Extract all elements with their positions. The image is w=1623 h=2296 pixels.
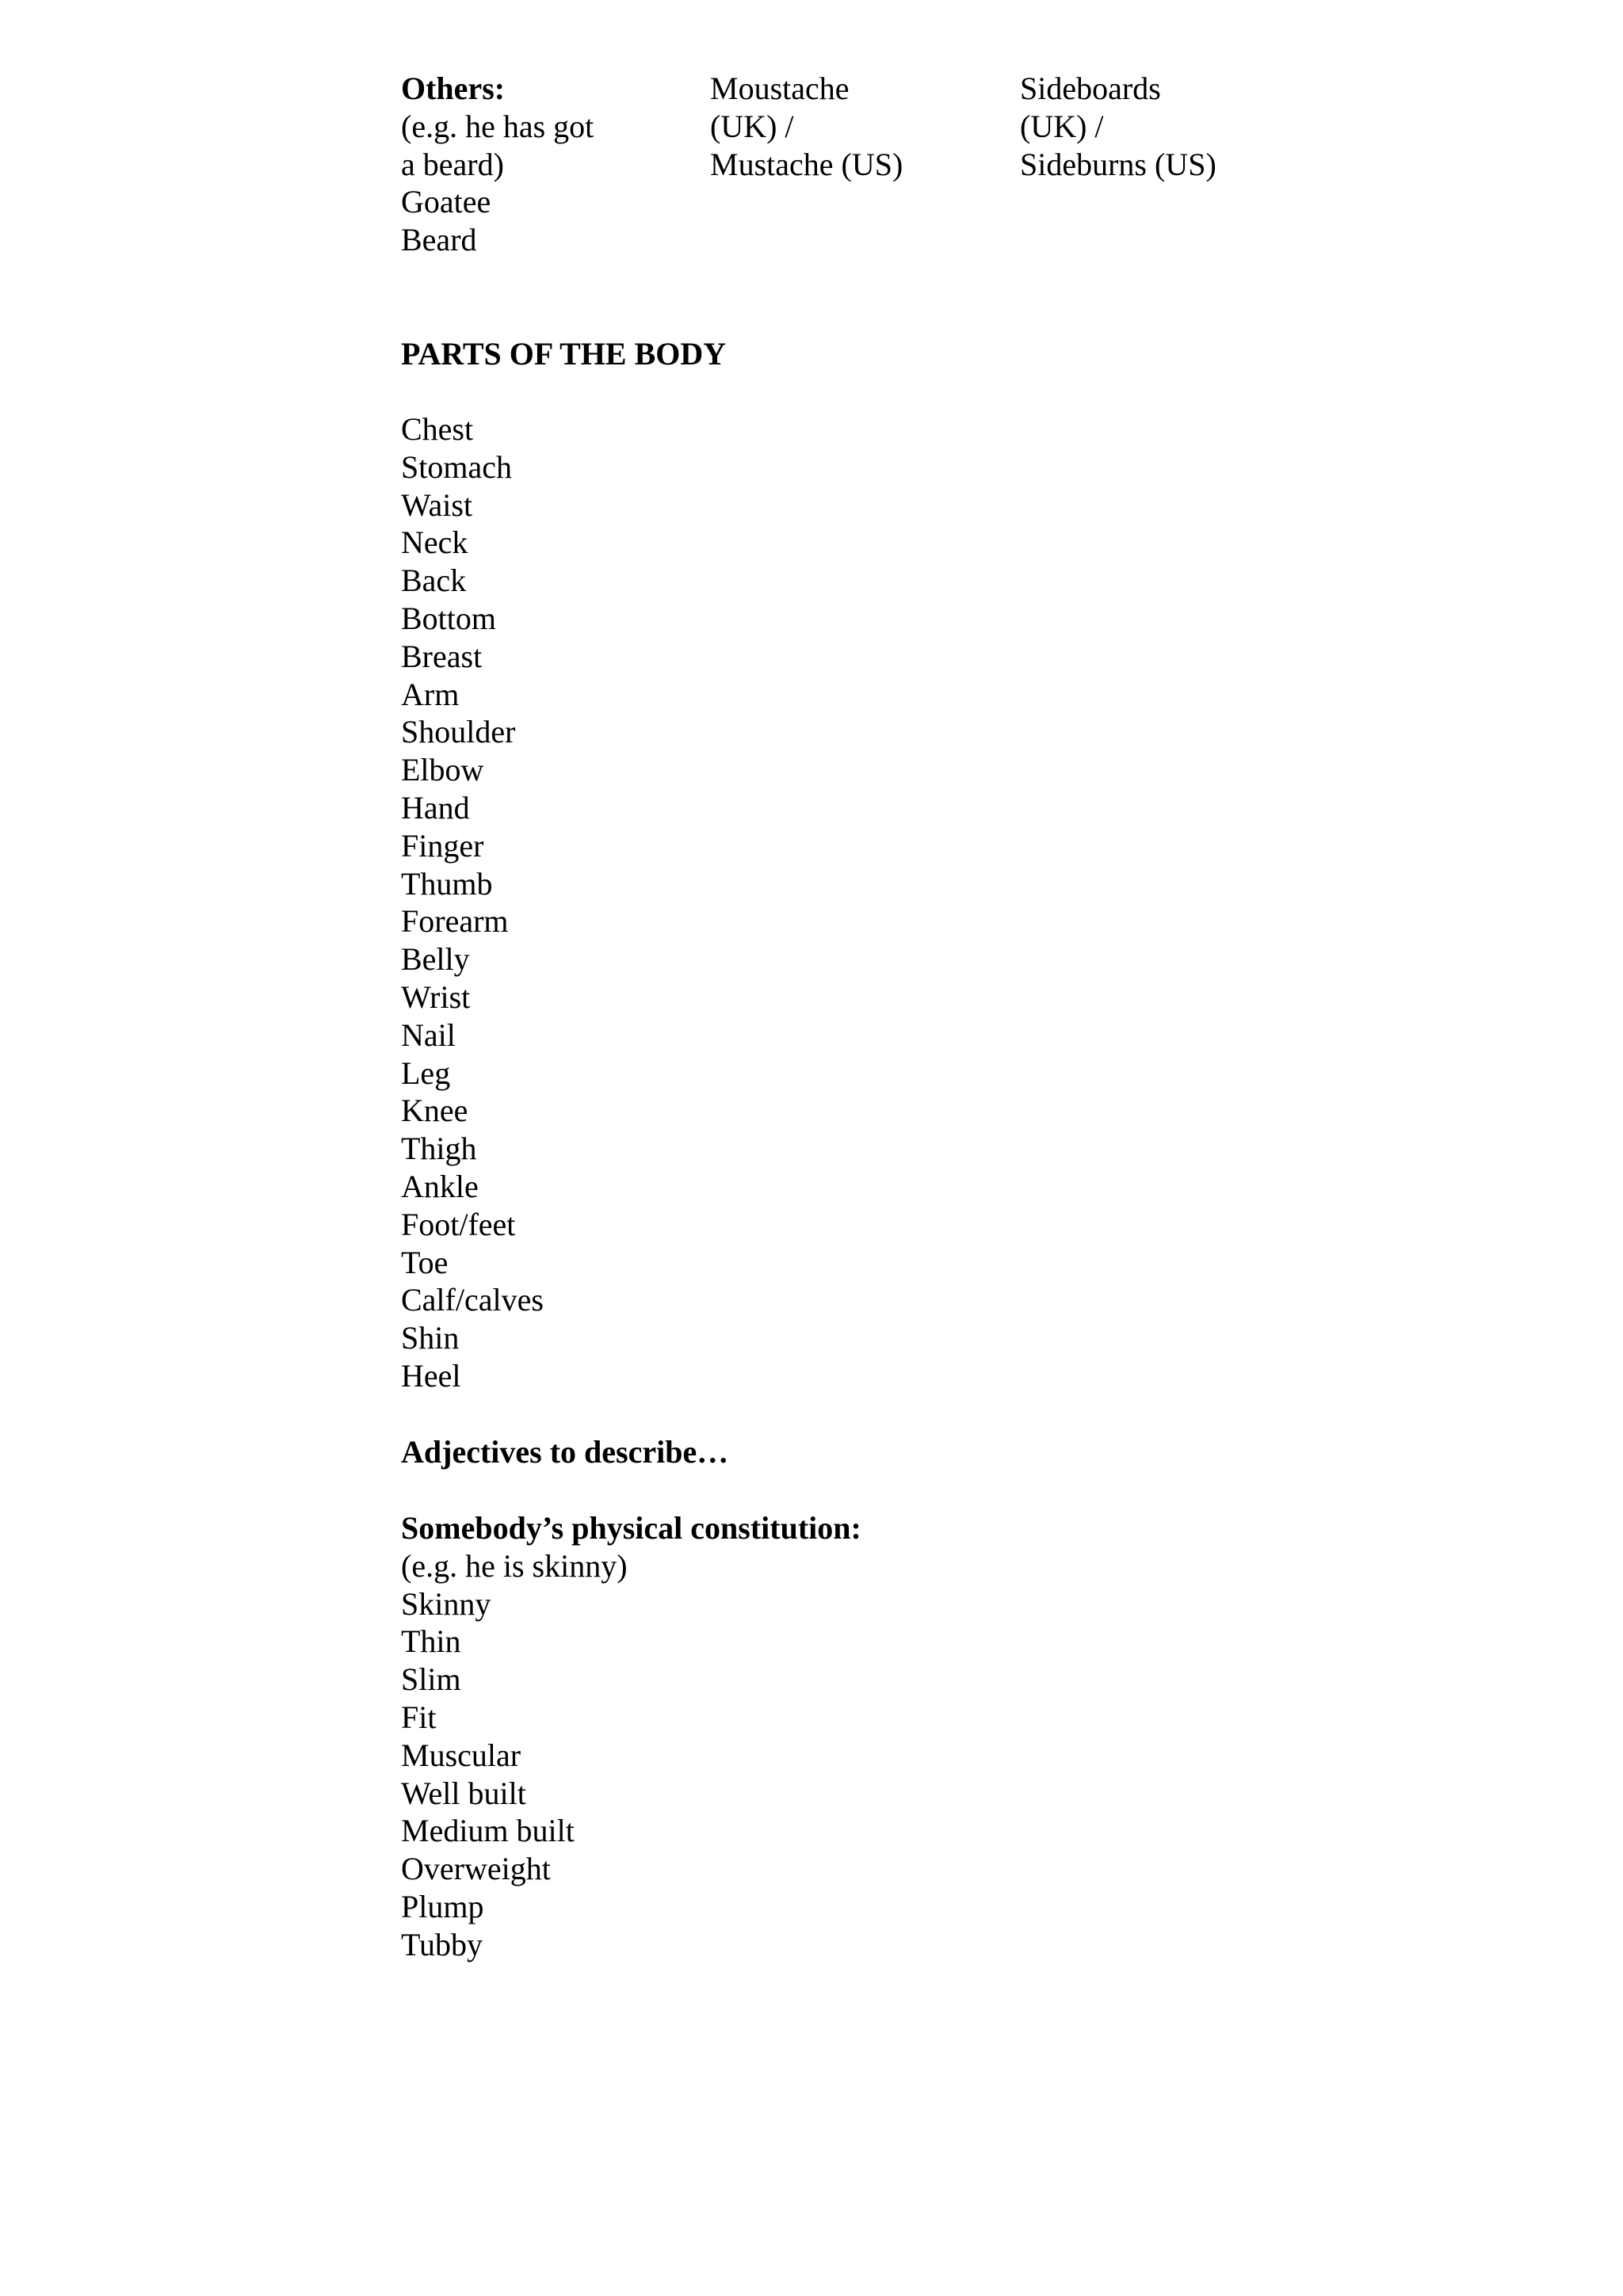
list-item: Slim [401,1661,461,1698]
list-item: Belly [401,941,470,978]
list-item: Thin [401,1623,461,1660]
others-column-1-line: Goatee [401,184,491,220]
list-item: Forearm [401,903,509,940]
list-item: Plump [401,1888,484,1924]
list-item: Thigh [401,1131,477,1167]
parts-heading: PARTS OF THE BODY [401,336,727,372]
parts-heading-block [401,335,726,373]
list-item: Finger [401,827,484,864]
constitution-list [401,1509,861,1964]
list-item: Elbow [401,752,484,788]
others-column-1-line: a beard) [401,146,504,182]
list-item: Muscular [401,1737,521,1773]
list-item: Stomach [401,448,512,485]
others-column-2-line: (UK) / [710,108,794,144]
list-item: Chest [401,411,474,447]
others-column-1 [401,70,594,259]
list-item: Heel [401,1357,461,1394]
adjectives-heading-block [401,1433,728,1471]
list-item: Foot/feet [401,1206,516,1242]
others-column-2-line: Moustache [710,71,850,106]
list-item: Waist [401,486,473,523]
list-item: Calf/calves [401,1282,544,1318]
list-item: Shin [401,1320,460,1356]
list-item: Hand [401,789,470,826]
list-item: Shoulder [401,714,516,750]
adjectives-heading: Adjectives to describe… [401,1434,729,1470]
others-column-2-line: Mustache (US) [710,146,903,182]
list-item: Thumb [401,865,493,902]
list-item: Wrist [401,978,471,1015]
list-item: Skinny [401,1585,491,1622]
constitution-example: (e.g. he is skinny) [401,1547,628,1584]
list-item: Nail [401,1016,456,1053]
parts-list [401,410,544,1395]
list-item: Tubby [401,1926,483,1962]
list-item: Medium built [401,1813,575,1849]
list-item: Arm [401,676,460,712]
list-item: Knee [401,1093,468,1129]
others-column-1-line: (e.g. he has got [401,108,594,144]
others-column-2 [710,70,903,183]
others-column-3 [1020,70,1216,183]
list-item: Toe [401,1244,449,1280]
others-column-3-line: Sideboards [1020,71,1161,106]
list-item: Well built [401,1775,526,1811]
others-heading: Others: [401,71,506,106]
others-column-3-line: Sideburns (US) [1020,146,1216,182]
list-item: Neck [401,524,468,561]
list-item: Breast [401,638,483,674]
list-item: Ankle [401,1168,479,1204]
list-item: Overweight [401,1851,551,1887]
list-item: Leg [401,1055,451,1091]
list-item: Bottom [401,600,497,636]
constitution-subheading: Somebody’s physical constitution: [401,1510,861,1546]
others-column-3-line: (UK) / [1020,108,1104,144]
others-column-1-line: Beard [401,222,477,258]
list-item: Fit [401,1699,437,1735]
list-item: Back [401,563,467,599]
